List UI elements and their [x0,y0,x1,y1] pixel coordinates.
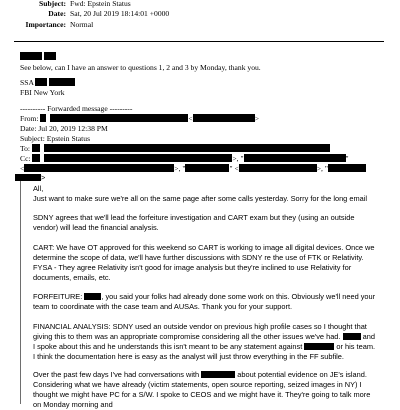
cc-label: Cc: [20,154,31,163]
forward-subject: Subject: Epstein Status [20,134,91,143]
redaction [201,371,235,378]
forfeiture-text: , you said your folks had already done some work on this. Obviously we'll need your team to coordinate with the case team and AUSAs. Thank you for your support. [33,292,376,311]
addressee-line [20,52,56,61]
redaction [44,52,56,60]
forward-cc-cont-2 [15,173,360,183]
date-label: Date: [48,9,66,18]
importance-label: Importance: [25,20,66,29]
signature-name [20,78,75,87]
importance-row [0,20,93,29]
forwarded-body [20,173,387,409]
forward-divider: ---------- Forwarded message --------- [20,104,133,113]
redaction [328,164,366,172]
cart-paragraph: CART: We have OT approved for this weekend so CART is working to image all digital devices. Once we determine the scope of data, we'll have further discussions with SDNY re the use of FTK or Relativity. FYSA - They agree Relativity isn't good for image analysis but they're inclined to use Relativity for documents, emails, etc. [33,243,375,282]
redaction [32,144,40,152]
intro-paragraph: Just want to make sure we're all on the same page after some calls yesterday. Sorry for the long email [33,194,368,203]
to-label: To: [20,144,31,153]
cc-lt: < [20,164,25,173]
subject-row [0,0,131,8]
redaction [185,164,229,172]
from-lt: < [188,114,193,123]
financial-paragraph [33,322,378,362]
greeting: All, [33,184,44,193]
importance-value: Normal [70,20,94,29]
redaction [44,154,232,162]
redaction [20,52,42,60]
sdny-paragraph: SDNY agrees that we'll lead the forfeiture investigation and CART exam but they (using an outside vendor) will lead the financial analysis. [33,213,355,232]
from-label: From: [20,114,39,123]
redaction [244,154,346,162]
redaction [304,343,334,350]
redaction [193,114,255,122]
cc-sep: >, " [316,164,328,173]
redaction [40,114,46,122]
cover-request: See below, can I have an answer to questions 1, 2 and 3 by Monday, thank you. [20,63,261,72]
redaction [15,174,41,181]
signature-office: FBI New York [20,88,65,97]
cc-tail: > [41,173,46,182]
cc-sep: >, " [232,154,244,163]
redaction [343,333,361,340]
past-days-paragraph [33,370,378,410]
forfeiture-paragraph [33,292,378,312]
from-gt: > [254,114,259,123]
redaction [84,293,101,300]
date-value: Sat, 20 Jul 2019 18:14:01 +0000 [70,9,170,18]
signature-prefix: SSA [20,78,34,87]
forfeiture-label: FORFEITURE: [33,292,83,301]
redaction [49,78,75,86]
redaction [35,78,47,86]
forward-cc-cont-1 [20,164,366,173]
redaction [50,114,188,122]
redaction [24,164,174,172]
subject-value: Fwd: Epstein Status [70,0,131,8]
financial-text-3: or his team. I think the documentation here is easy as the analyst will just throw everything in the FF subfile. [33,342,376,361]
financial-text-2: and I spoke about this and he understands this isn't meant to be any statement against [33,332,375,351]
subject-label: Subject: [39,0,66,8]
redaction [44,144,330,152]
redaction [32,154,40,162]
financial-text-1: FINANCIAL ANALYSIS: SDNY used an outside vendor on previous high profile cases so I thought that giving this to them was an appropriate compromise considering all the other issues we've had. [33,322,367,341]
cc-close: " [345,154,349,163]
redaction [239,164,317,172]
forward-cc [20,154,349,163]
forward-date: Date: Jul 20, 2019 12:38 PM [20,124,108,133]
date-row [0,9,169,18]
header-divider [14,41,384,42]
cc-sep: >, " [174,164,186,173]
forward-from [20,114,259,123]
past-text-1: Over the past few days I've had conversations with [33,370,200,379]
forward-to [20,144,330,153]
past-text-2: about potential evidence on JE's island. Considering what we have already (victim statements, open source reporting, seized images in NY) I thought we might have PC for a S/W. I spoke to CEOS and we might have it. They're going to talk more on Monday morning and [33,370,371,409]
cc-quote-lt: " < [229,164,239,173]
